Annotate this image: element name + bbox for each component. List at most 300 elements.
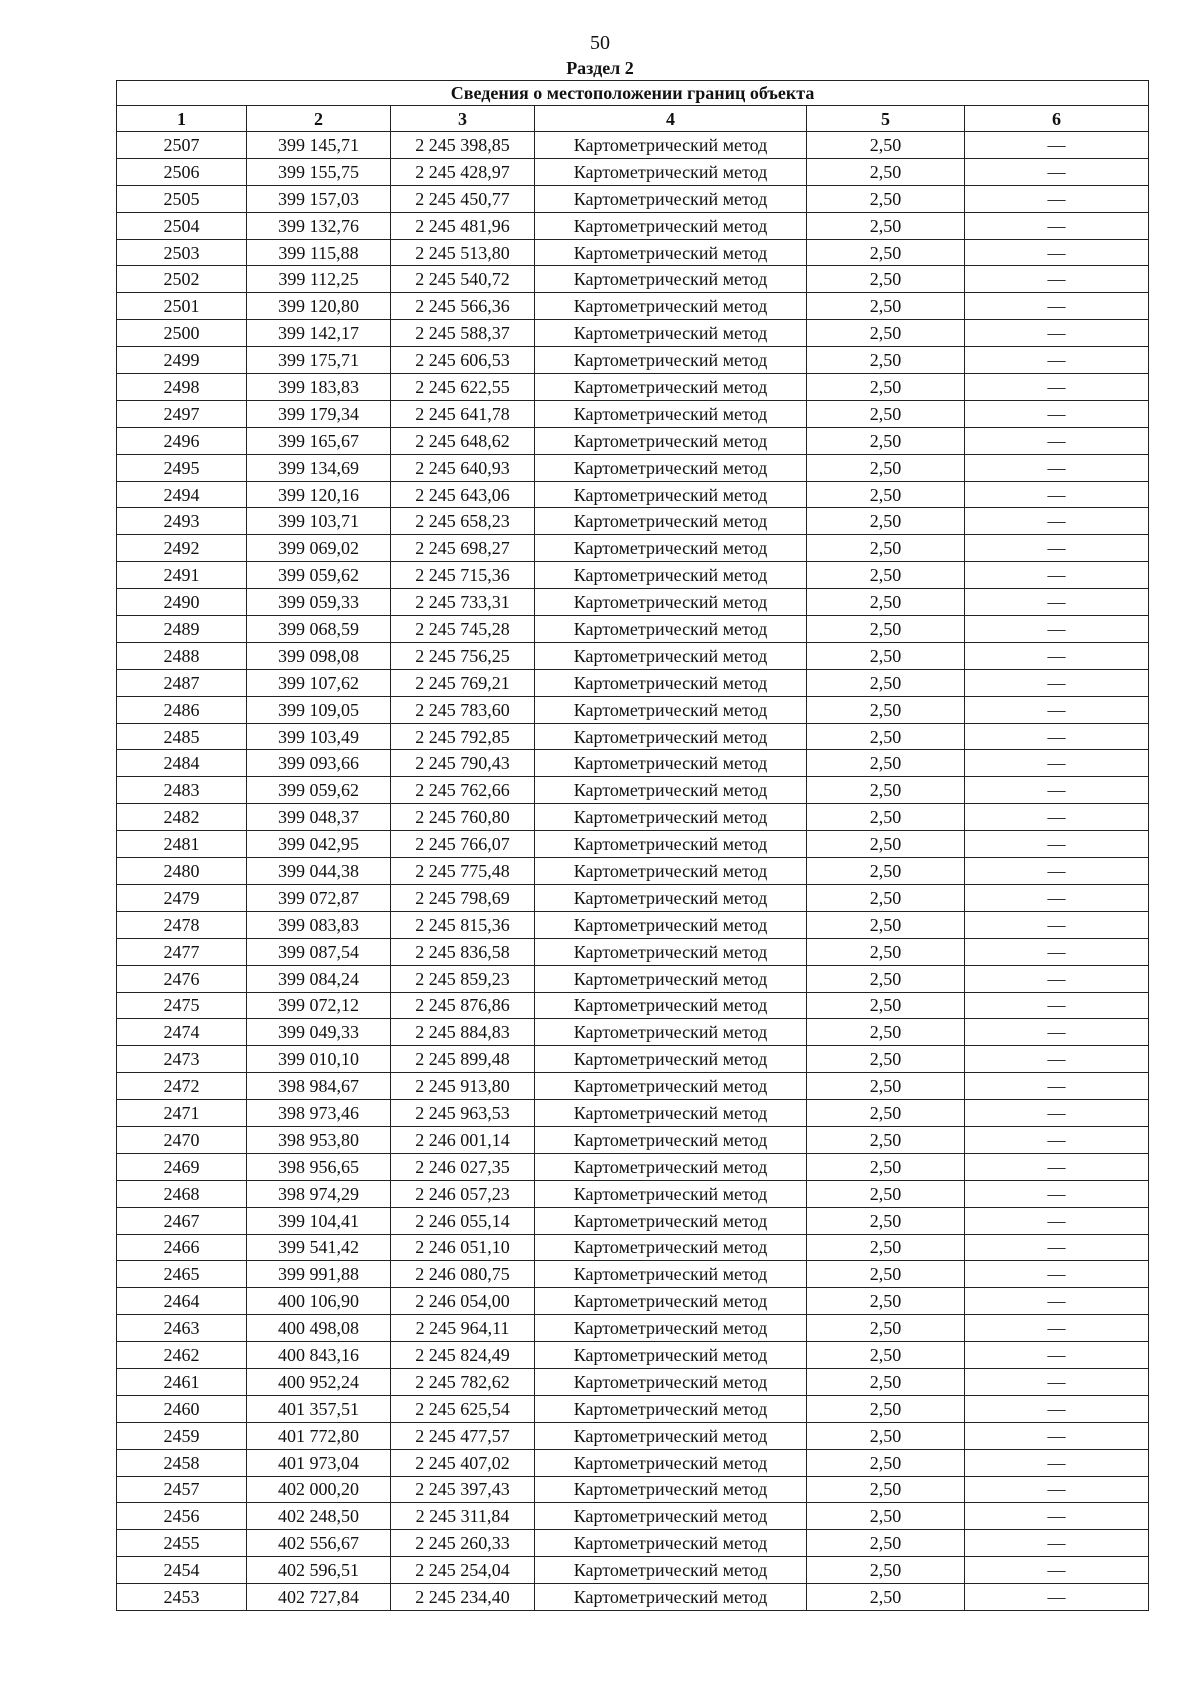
x-coordinate-cell: 399 059,33 [247, 589, 391, 616]
point-number-cell: 2491 [117, 562, 247, 589]
point-number-cell: 2492 [117, 535, 247, 562]
point-number-cell: 2503 [117, 239, 247, 266]
point-number-cell: 2487 [117, 669, 247, 696]
table-row [117, 1503, 1149, 1530]
x-coordinate-cell: 401 973,04 [247, 1449, 391, 1476]
accuracy-cell: 2,50 [807, 293, 965, 320]
accuracy-cell: 2,50 [807, 777, 965, 804]
table-row [117, 212, 1149, 239]
point-number-cell: 2459 [117, 1422, 247, 1449]
method-cell: Картометрический метод [535, 158, 807, 185]
description-cell: — [965, 589, 1149, 616]
x-coordinate-cell: 399 068,59 [247, 616, 391, 643]
x-coordinate-cell: 399 155,75 [247, 158, 391, 185]
accuracy-cell: 2,50 [807, 642, 965, 669]
accuracy-cell: 2,50 [807, 320, 965, 347]
table-row [117, 1180, 1149, 1207]
method-cell: Картометрический метод [535, 1207, 807, 1234]
point-number-cell: 2494 [117, 481, 247, 508]
accuracy-cell: 2,50 [807, 831, 965, 858]
method-cell: Картометрический метод [535, 132, 807, 159]
point-number-cell: 2460 [117, 1395, 247, 1422]
point-number-cell: 2498 [117, 374, 247, 401]
method-cell: Картометрический метод [535, 481, 807, 508]
y-coordinate-cell: 2 245 760,80 [391, 804, 535, 831]
table-row [117, 239, 1149, 266]
description-cell: — [965, 992, 1149, 1019]
x-coordinate-cell: 399 120,80 [247, 293, 391, 320]
accuracy-cell: 2,50 [807, 750, 965, 777]
description-cell: — [965, 481, 1149, 508]
x-coordinate-cell: 399 157,03 [247, 185, 391, 212]
method-cell: Картометрический метод [535, 239, 807, 266]
x-coordinate-cell: 399 145,71 [247, 132, 391, 159]
description-cell: — [965, 1315, 1149, 1342]
table-row [117, 804, 1149, 831]
description-cell: — [965, 185, 1149, 212]
y-coordinate-cell: 2 245 824,49 [391, 1342, 535, 1369]
point-number-cell: 2500 [117, 320, 247, 347]
method-cell: Картометрический метод [535, 669, 807, 696]
table-row [117, 1476, 1149, 1503]
x-coordinate-cell: 399 991,88 [247, 1261, 391, 1288]
table-row [117, 723, 1149, 750]
method-cell: Картометрический метод [535, 1530, 807, 1557]
accuracy-cell: 2,50 [807, 1315, 965, 1342]
y-coordinate-cell: 2 245 540,72 [391, 266, 535, 293]
description-cell: — [965, 938, 1149, 965]
y-coordinate-cell: 2 245 450,77 [391, 185, 535, 212]
table-row [117, 374, 1149, 401]
table-row [117, 642, 1149, 669]
y-coordinate-cell: 2 245 513,80 [391, 239, 535, 266]
description-cell: — [965, 1476, 1149, 1503]
point-number-cell: 2495 [117, 454, 247, 481]
table-row [117, 589, 1149, 616]
table-row [117, 938, 1149, 965]
table-row [117, 158, 1149, 185]
x-coordinate-cell: 399 049,33 [247, 1019, 391, 1046]
description-cell: — [965, 562, 1149, 589]
point-number-cell: 2506 [117, 158, 247, 185]
y-coordinate-cell: 2 245 775,48 [391, 858, 535, 885]
description-cell: — [965, 535, 1149, 562]
point-number-cell: 2497 [117, 400, 247, 427]
point-number-cell: 2484 [117, 750, 247, 777]
point-number-cell: 2472 [117, 1073, 247, 1100]
table-row [117, 1234, 1149, 1261]
accuracy-cell: 2,50 [807, 481, 965, 508]
accuracy-cell: 2,50 [807, 1449, 965, 1476]
description-cell: — [965, 1395, 1149, 1422]
description-cell: — [965, 1153, 1149, 1180]
accuracy-cell: 2,50 [807, 1476, 965, 1503]
accuracy-cell: 2,50 [807, 347, 965, 374]
method-cell: Картометрический метод [535, 696, 807, 723]
description-cell: — [965, 239, 1149, 266]
table-row [117, 1315, 1149, 1342]
description-cell: — [965, 1368, 1149, 1395]
y-coordinate-cell: 2 245 798,69 [391, 884, 535, 911]
x-coordinate-cell: 399 103,49 [247, 723, 391, 750]
method-cell: Картометрический метод [535, 374, 807, 401]
y-coordinate-cell: 2 245 398,85 [391, 132, 535, 159]
method-cell: Картометрический метод [535, 642, 807, 669]
y-coordinate-cell: 2 246 051,10 [391, 1234, 535, 1261]
description-cell: — [965, 1288, 1149, 1315]
method-cell: Картометрический метод [535, 750, 807, 777]
x-coordinate-cell: 399 142,17 [247, 320, 391, 347]
point-number-cell: 2489 [117, 616, 247, 643]
description-cell: — [965, 1530, 1149, 1557]
x-coordinate-cell: 399 044,38 [247, 858, 391, 885]
table-row [117, 750, 1149, 777]
x-coordinate-cell: 400 843,16 [247, 1342, 391, 1369]
accuracy-cell: 2,50 [807, 427, 965, 454]
accuracy-cell: 2,50 [807, 266, 965, 293]
column-number: 3 [391, 106, 535, 132]
x-coordinate-cell: 399 541,42 [247, 1234, 391, 1261]
x-coordinate-cell: 399 069,02 [247, 535, 391, 562]
x-coordinate-cell: 400 952,24 [247, 1368, 391, 1395]
method-cell: Картометрический метод [535, 535, 807, 562]
x-coordinate-cell: 398 953,80 [247, 1126, 391, 1153]
point-number-cell: 2479 [117, 884, 247, 911]
table-row [117, 1153, 1149, 1180]
y-coordinate-cell: 2 245 859,23 [391, 965, 535, 992]
y-coordinate-cell: 2 245 913,80 [391, 1073, 535, 1100]
y-coordinate-cell: 2 245 622,55 [391, 374, 535, 401]
point-number-cell: 2453 [117, 1584, 247, 1611]
accuracy-cell: 2,50 [807, 1342, 965, 1369]
method-cell: Картометрический метод [535, 1153, 807, 1180]
method-cell: Картометрический метод [535, 831, 807, 858]
x-coordinate-cell: 399 115,88 [247, 239, 391, 266]
x-coordinate-cell: 400 498,08 [247, 1315, 391, 1342]
point-number-cell: 2470 [117, 1126, 247, 1153]
description-cell: — [965, 454, 1149, 481]
table-row [117, 266, 1149, 293]
y-coordinate-cell: 2 245 876,86 [391, 992, 535, 1019]
accuracy-cell: 2,50 [807, 616, 965, 643]
x-coordinate-cell: 399 134,69 [247, 454, 391, 481]
table-row [117, 669, 1149, 696]
method-cell: Картометрический метод [535, 911, 807, 938]
y-coordinate-cell: 2 245 836,58 [391, 938, 535, 965]
column-number-row [117, 106, 1149, 132]
x-coordinate-cell: 399 112,25 [247, 266, 391, 293]
table-row [117, 911, 1149, 938]
description-cell: — [965, 884, 1149, 911]
y-coordinate-cell: 2 245 766,07 [391, 831, 535, 858]
table-row [117, 1261, 1149, 1288]
method-cell: Картометрический метод [535, 1395, 807, 1422]
y-coordinate-cell: 2 245 815,36 [391, 911, 535, 938]
table-row [117, 1530, 1149, 1557]
accuracy-cell: 2,50 [807, 454, 965, 481]
table-row [117, 1207, 1149, 1234]
x-coordinate-cell: 399 179,34 [247, 400, 391, 427]
point-number-cell: 2480 [117, 858, 247, 885]
point-number-cell: 2475 [117, 992, 247, 1019]
y-coordinate-cell: 2 245 648,62 [391, 427, 535, 454]
point-number-cell: 2502 [117, 266, 247, 293]
x-coordinate-cell: 399 084,24 [247, 965, 391, 992]
table-row [117, 616, 1149, 643]
description-cell: — [965, 1342, 1149, 1369]
point-number-cell: 2501 [117, 293, 247, 320]
point-number-cell: 2464 [117, 1288, 247, 1315]
point-number-cell: 2486 [117, 696, 247, 723]
point-number-cell: 2457 [117, 1476, 247, 1503]
table-row [117, 508, 1149, 535]
table-row [117, 1073, 1149, 1100]
description-cell: — [965, 1234, 1149, 1261]
accuracy-cell: 2,50 [807, 1261, 965, 1288]
table-row [117, 427, 1149, 454]
y-coordinate-cell: 2 245 783,60 [391, 696, 535, 723]
x-coordinate-cell: 402 727,84 [247, 1584, 391, 1611]
point-number-cell: 2483 [117, 777, 247, 804]
accuracy-cell: 2,50 [807, 1073, 965, 1100]
point-number-cell: 2481 [117, 831, 247, 858]
y-coordinate-cell: 2 245 641,78 [391, 400, 535, 427]
point-number-cell: 2505 [117, 185, 247, 212]
method-cell: Картометрический метод [535, 1342, 807, 1369]
column-number: 1 [117, 106, 247, 132]
accuracy-cell: 2,50 [807, 212, 965, 239]
y-coordinate-cell: 2 245 964,11 [391, 1315, 535, 1342]
method-cell: Картометрический метод [535, 992, 807, 1019]
y-coordinate-cell: 2 245 762,66 [391, 777, 535, 804]
table-row [117, 1449, 1149, 1476]
description-cell: — [965, 1100, 1149, 1127]
table-row [117, 400, 1149, 427]
method-cell: Картометрический метод [535, 1046, 807, 1073]
point-number-cell: 2458 [117, 1449, 247, 1476]
x-coordinate-cell: 399 059,62 [247, 777, 391, 804]
point-number-cell: 2490 [117, 589, 247, 616]
description-cell: — [965, 696, 1149, 723]
y-coordinate-cell: 2 245 769,21 [391, 669, 535, 696]
point-number-cell: 2463 [117, 1315, 247, 1342]
coordinates-table [116, 80, 1149, 1611]
y-coordinate-cell: 2 245 477,57 [391, 1422, 535, 1449]
table-caption: Сведения о местоположении границ объекта [117, 81, 1149, 106]
description-cell: — [965, 1261, 1149, 1288]
y-coordinate-cell: 2 245 428,97 [391, 158, 535, 185]
description-cell: — [965, 750, 1149, 777]
description-cell: — [965, 158, 1149, 185]
y-coordinate-cell: 2 246 001,14 [391, 1126, 535, 1153]
accuracy-cell: 2,50 [807, 1153, 965, 1180]
point-number-cell: 2461 [117, 1368, 247, 1395]
description-cell: — [965, 374, 1149, 401]
method-cell: Картометрический метод [535, 212, 807, 239]
description-cell: — [965, 1422, 1149, 1449]
y-coordinate-cell: 2 245 643,06 [391, 481, 535, 508]
table-row [117, 132, 1149, 159]
point-number-cell: 2493 [117, 508, 247, 535]
accuracy-cell: 2,50 [807, 1530, 965, 1557]
table-row [117, 1368, 1149, 1395]
y-coordinate-cell: 2 245 733,31 [391, 589, 535, 616]
point-number-cell: 2468 [117, 1180, 247, 1207]
table-row [117, 884, 1149, 911]
y-coordinate-cell: 2 245 782,62 [391, 1368, 535, 1395]
description-cell: — [965, 1584, 1149, 1611]
x-coordinate-cell: 399 059,62 [247, 562, 391, 589]
accuracy-cell: 2,50 [807, 884, 965, 911]
table-row [117, 185, 1149, 212]
point-number-cell: 2507 [117, 132, 247, 159]
point-number-cell: 2465 [117, 1261, 247, 1288]
y-coordinate-cell: 2 246 055,14 [391, 1207, 535, 1234]
table-row [117, 1395, 1149, 1422]
accuracy-cell: 2,50 [807, 1046, 965, 1073]
accuracy-cell: 2,50 [807, 669, 965, 696]
accuracy-cell: 2,50 [807, 239, 965, 266]
table-row [117, 777, 1149, 804]
accuracy-cell: 2,50 [807, 1019, 965, 1046]
x-coordinate-cell: 398 984,67 [247, 1073, 391, 1100]
x-coordinate-cell: 398 973,46 [247, 1100, 391, 1127]
method-cell: Картометрический метод [535, 1100, 807, 1127]
description-cell: — [965, 293, 1149, 320]
x-coordinate-cell: 401 772,80 [247, 1422, 391, 1449]
x-coordinate-cell: 401 357,51 [247, 1395, 391, 1422]
accuracy-cell: 2,50 [807, 911, 965, 938]
x-coordinate-cell: 399 087,54 [247, 938, 391, 965]
table-row [117, 965, 1149, 992]
method-cell: Картометрический метод [535, 508, 807, 535]
method-cell: Картометрический метод [535, 589, 807, 616]
table-row [117, 454, 1149, 481]
point-number-cell: 2488 [117, 642, 247, 669]
x-coordinate-cell: 402 596,51 [247, 1557, 391, 1584]
point-number-cell: 2462 [117, 1342, 247, 1369]
method-cell: Картометрический метод [535, 1288, 807, 1315]
description-cell: — [965, 1449, 1149, 1476]
description-cell: — [965, 132, 1149, 159]
method-cell: Картометрический метод [535, 1584, 807, 1611]
point-number-cell: 2469 [117, 1153, 247, 1180]
y-coordinate-cell: 2 245 698,27 [391, 535, 535, 562]
description-cell: — [965, 723, 1149, 750]
accuracy-cell: 2,50 [807, 696, 965, 723]
method-cell: Картометрический метод [535, 320, 807, 347]
y-coordinate-cell: 2 246 080,75 [391, 1261, 535, 1288]
y-coordinate-cell: 2 245 397,43 [391, 1476, 535, 1503]
x-coordinate-cell: 399 048,37 [247, 804, 391, 831]
y-coordinate-cell: 2 246 054,00 [391, 1288, 535, 1315]
accuracy-cell: 2,50 [807, 1557, 965, 1584]
description-cell: — [965, 508, 1149, 535]
accuracy-cell: 2,50 [807, 1126, 965, 1153]
accuracy-cell: 2,50 [807, 589, 965, 616]
description-cell: — [965, 1046, 1149, 1073]
method-cell: Картометрический метод [535, 1261, 807, 1288]
table-row [117, 1100, 1149, 1127]
method-cell: Картометрический метод [535, 1503, 807, 1530]
point-number-cell: 2455 [117, 1530, 247, 1557]
point-number-cell: 2485 [117, 723, 247, 750]
accuracy-cell: 2,50 [807, 374, 965, 401]
table-row [117, 320, 1149, 347]
accuracy-cell: 2,50 [807, 1180, 965, 1207]
y-coordinate-cell: 2 245 311,84 [391, 1503, 535, 1530]
method-cell: Картометрический метод [535, 1476, 807, 1503]
point-number-cell: 2496 [117, 427, 247, 454]
y-coordinate-cell: 2 245 745,28 [391, 616, 535, 643]
y-coordinate-cell: 2 245 606,53 [391, 347, 535, 374]
y-coordinate-cell: 2 245 481,96 [391, 212, 535, 239]
point-number-cell: 2466 [117, 1234, 247, 1261]
point-number-cell: 2504 [117, 212, 247, 239]
method-cell: Картометрический метод [535, 1315, 807, 1342]
accuracy-cell: 2,50 [807, 1100, 965, 1127]
x-coordinate-cell: 399 120,16 [247, 481, 391, 508]
description-cell: — [965, 777, 1149, 804]
page-number: 50 [590, 32, 610, 54]
x-coordinate-cell: 399 042,95 [247, 831, 391, 858]
accuracy-cell: 2,50 [807, 723, 965, 750]
description-cell: — [965, 1180, 1149, 1207]
x-coordinate-cell: 399 103,71 [247, 508, 391, 535]
x-coordinate-cell: 402 000,20 [247, 1476, 391, 1503]
method-cell: Картометрический метод [535, 400, 807, 427]
table-row [117, 1557, 1149, 1584]
method-cell: Картометрический метод [535, 1180, 807, 1207]
description-cell: — [965, 804, 1149, 831]
description-cell: — [965, 1207, 1149, 1234]
y-coordinate-cell: 2 245 899,48 [391, 1046, 535, 1073]
method-cell: Картометрический метод [535, 454, 807, 481]
table-caption-row [117, 81, 1149, 106]
point-number-cell: 2476 [117, 965, 247, 992]
accuracy-cell: 2,50 [807, 858, 965, 885]
accuracy-cell: 2,50 [807, 804, 965, 831]
x-coordinate-cell: 399 165,67 [247, 427, 391, 454]
point-number-cell: 2467 [117, 1207, 247, 1234]
accuracy-cell: 2,50 [807, 1207, 965, 1234]
point-number-cell: 2454 [117, 1557, 247, 1584]
description-cell: — [965, 831, 1149, 858]
description-cell: — [965, 1557, 1149, 1584]
y-coordinate-cell: 2 245 963,53 [391, 1100, 535, 1127]
description-cell: — [965, 1126, 1149, 1153]
x-coordinate-cell: 399 109,05 [247, 696, 391, 723]
column-number: 4 [535, 106, 807, 132]
x-coordinate-cell: 399 083,83 [247, 911, 391, 938]
point-number-cell: 2499 [117, 347, 247, 374]
x-coordinate-cell: 399 072,12 [247, 992, 391, 1019]
accuracy-cell: 2,50 [807, 1288, 965, 1315]
table-row [117, 1288, 1149, 1315]
method-cell: Картометрический метод [535, 1422, 807, 1449]
table-row [117, 858, 1149, 885]
accuracy-cell: 2,50 [807, 508, 965, 535]
y-coordinate-cell: 2 245 625,54 [391, 1395, 535, 1422]
table-row [117, 293, 1149, 320]
method-cell: Картометрический метод [535, 1073, 807, 1100]
method-cell: Картометрический метод [535, 616, 807, 643]
table-row [117, 481, 1149, 508]
accuracy-cell: 2,50 [807, 1503, 965, 1530]
y-coordinate-cell: 2 245 756,25 [391, 642, 535, 669]
description-cell: — [965, 266, 1149, 293]
y-coordinate-cell: 2 245 254,04 [391, 1557, 535, 1584]
